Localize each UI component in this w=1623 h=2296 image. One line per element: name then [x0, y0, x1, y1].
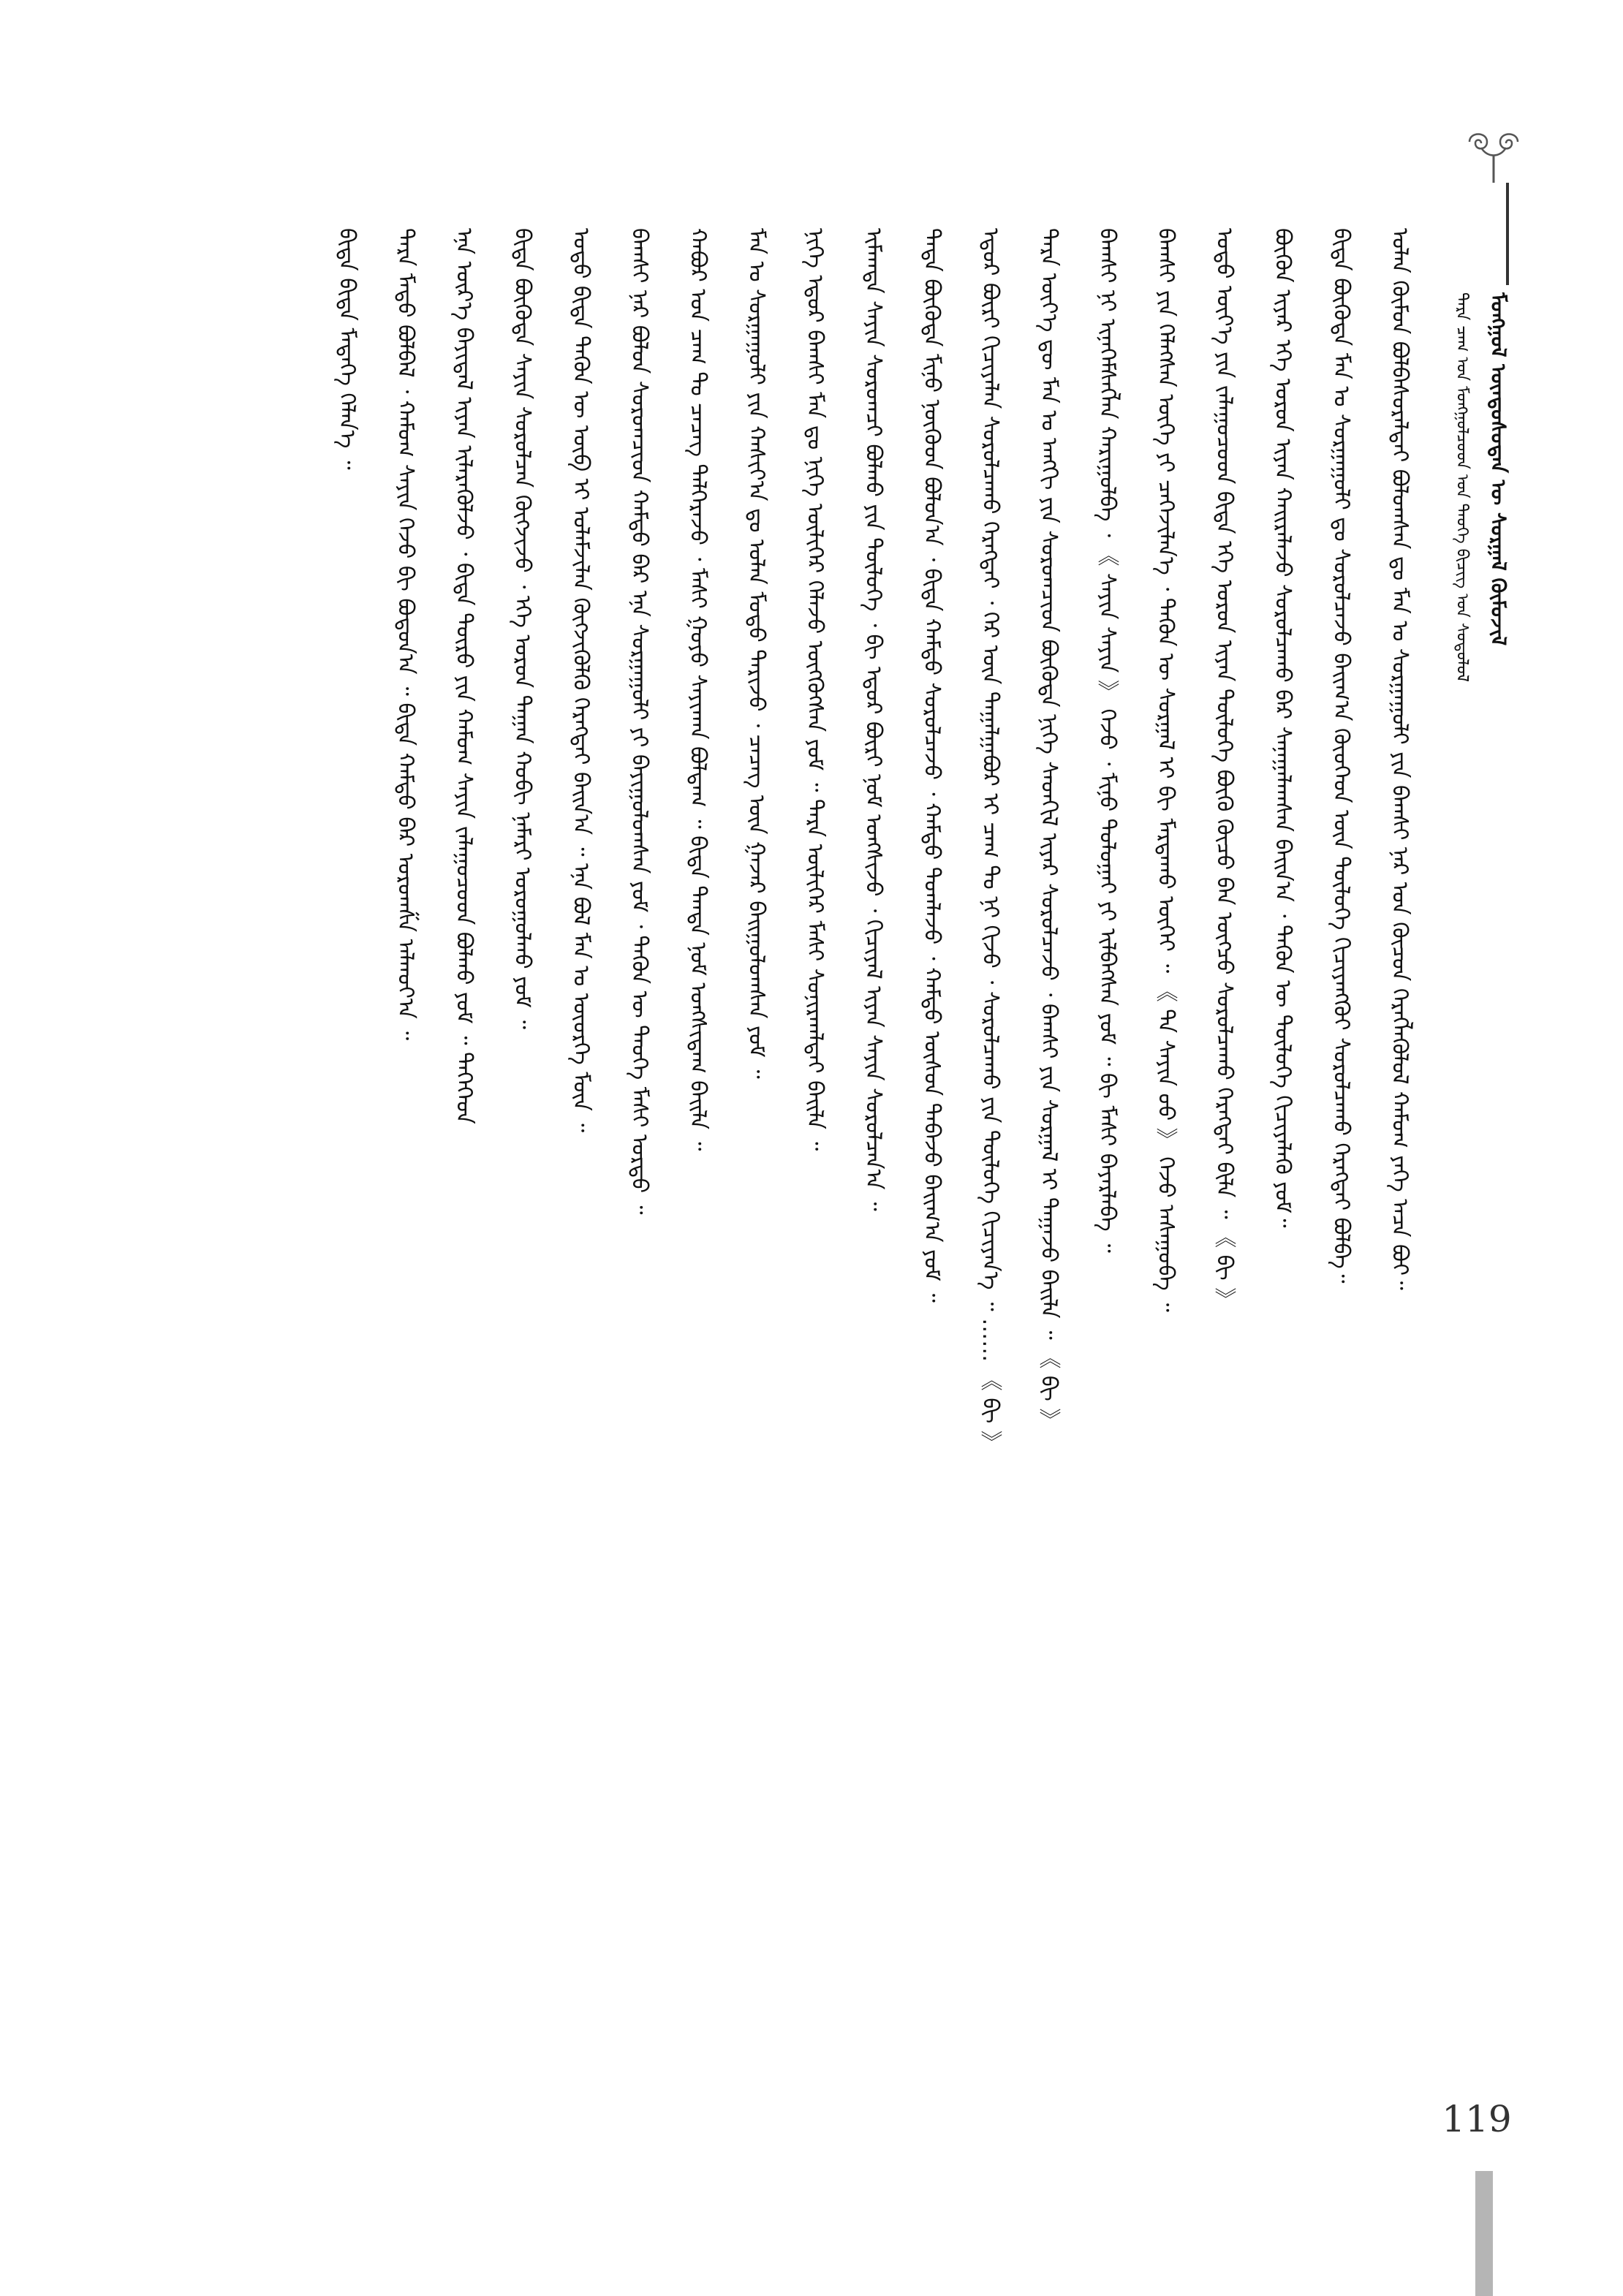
running-head-title: ᠮᠣᠩᠭᠣᠯ ᠦᠨᠳᠦᠰᠦᠲᠡᠨ ᠦ ᠰᠤᠷᠭᠠᠯ ᠬᠦᠮᠦᠵᠢᠯ — [1486, 292, 1510, 646]
text-line: ᠪᠢᠳᠡ ᠪᠦᠭᠦᠳᠡ ᠰᠠᠶᠢᠨ ᠰᠤᠷᠤᠯᠴᠠᠨ ᠬᠥᠭᠵᠢᠵᠦ ᠂ ᠡᠬᠡ ᠣᠷᠣᠨ ᠳᠠᠭᠠᠨ ᠬᠤᠪᠢ ᠨᠡᠮᠡᠷᠢ ᠣᠷᠣᠭᠤᠯᠬᠤ ᠶᠤᠮ ᠃ — [510, 228, 535, 1029]
text-line: ᠪᠠᠭᠰᠢ ᠨᠠᠷ ᠪᠣᠯᠣᠨ ᠰᠤᠷᠤᠭᠴᠢᠳ ᠬᠠᠮᠲᠤ ᠪᠠᠷ ᠡᠨᠡ ᠰᠤᠷᠭᠠᠭᠤᠯᠢ ᠶᠢ ᠪᠠᠶᠢᠭᠤᠯᠤᠭᠰᠠᠨ ᠶᠤᠮ ᠂ ᠲᠡᠭᠦᠨ ᠦ ᠲᠡᠦᠬᠡ ᠮᠠᠰᠢ ᠤᠷᠲᠤ ᠃ — [627, 228, 652, 1215]
header-rule — [1506, 183, 1509, 285]
text-line: ᠪᠢᠳᠡ ᠪᠢᠳᠡ ᠮᠡᠳᠡᠭᠡ ᠬᠡᠯᠡᠨ᠎ᠡ ᠃ — [334, 228, 360, 470]
text-line: ᠲᠡᠳᠡ ᠪᠦᠭᠦᠳᠡ ᠮᠢᠨᠤ ᠨᠥᠬᠦᠳ ᠪᠣᠯᠤᠨ᠎ᠠ ᠂ ᠪᠢᠳᠡ ᠬᠠᠮᠲᠤ ᠰᠤᠷᠤᠯᠴᠠᠵᠤ ᠂ ᠬᠠᠮᠲᠤ ᠲᠣᠭᠯᠠᠵᠤ ᠂ ᠬᠠᠮᠲᠤ ᠥᠰᠦᠨ ᠳᠠᠪᠠᠵᠤ ᠪᠠᠢᠭ᠎ᠠ ᠶᠤᠮ ᠃ — [919, 228, 945, 1303]
text-line: ᠲᠡᠷᠡ ᠮᠡᠲᠦ ᠪᠣᠯᠪᠠᠯ ᠂ ᠬᠠᠮᠤᠭ ᠰᠠᠶᠢᠨ ᠭᠡᠵᠦ ᠪᠢ ᠪᠣᠳᠣᠨ᠎ᠠ ᠃ ᠪᠢᠳᠡ ᠬᠠᠮᠲᠤ ᠪᠠᠷ ᠤᠷᠤᠭᠱᠠ ᠠᠯᠬᠤᠶ᠎ᠠ ᠃ — [393, 228, 418, 1041]
text-line: ᠮᠠᠨ ᠤ ᠰᠤᠷᠭᠠᠭᠤᠯᠢ ᠶᠢᠨ ᠬᠠᠰᠢᠶ᠎ᠠ ᠳᠤ ᠣᠯᠠᠨ ᠮᠣᠳᠣ ᠲᠠᠷᠢᠵᠤ ᠂ ᠴᠡᠴᠡᠭ ᠦᠨ ᠭᠠᠵᠠᠷ ᠪᠠᠢᠭᠤᠯᠤᠭᠰᠠᠨ ᠶᠤᠮ ᠃ — [744, 228, 769, 1079]
text-line: ᠪᠠᠭᠰᠢ ᠶᠢᠨ ᠬᠡᠯᠡᠭᠰᠡᠨ ᠦᠭᠡ ᠶᠢ ᠴᠡᠭᠡᠵᠢᠯᠡᠨ᠎ᠡ ᠂ ᠲᠡᠭᠦᠨ ᠦ ᠰᠤᠷᠭᠠᠯ ᠢ ᠪᠢ ᠮᠠᠷᠲᠠᠬᠤ ᠦᠭᠡᠢ ᠃ 《 ᠲᠠ ᠰᠠᠶᠢᠨ ᠤᠤ 》 ᠭᠡᠵᠦ ᠠᠰᠠᠭᠤᠪᠠ ᠃ — [1153, 228, 1179, 1312]
page-edge-bar — [1475, 2171, 1493, 2296]
text-line: ᠲᠡᠷᠡ ᠦᠶ᠎ᠡ ᠳᠦ ᠮᠠᠨ ᠤ ᠠᠩᠭᠢ ᠶᠢᠨ ᠰᠤᠷᠤᠭᠴᠢᠳ ᠪᠦᠭᠦᠳᠡ ᠨᠢᠭᠡ ᠰᠡᠳᠬᠢᠯ ᠢᠶᠡᠷ ᠰᠤᠷᠤᠯᠴᠠᠵᠤ ᠂ ᠪᠠᠭᠰᠢ ᠶᠢᠨ ᠰᠤᠷᠭᠠᠯ ᠢ ᠳᠠᠭᠠᠵᠤ ᠪᠠᠢᠯᠠ ᠃ 《 ᠪᠢ 》 — [1036, 228, 1062, 1431]
running-head — [1440, 292, 1521, 1243]
text-line: ᠢᠮᠠᠭᠲᠠ ᠰᠠᠶᠢᠨ ᠰᠤᠷᠤᠭᠴᠢ ᠪᠣᠯᠬᠤ ᠶᠢᠨ ᠲᠥᠯᠦᠭᠡ ᠂ ᠪᠢ ᠡᠳᠦᠷ ᠪᠦᠷᠢ ᠨᠣᠮ ᠤᠩᠰᠢᠵᠤ ᠂ ᠬᠢᠴᠢᠶᠡᠯ ᠢᠶᠡᠨ ᠰᠠᠶᠢᠨ ᠰᠤᠷᠤᠯᠴᠠᠨ᠎ᠠ ᠃ — [860, 228, 886, 1211]
text-line: ᠣᠳᠣ ᠪᠢᠳᠡ ᠲᠡᠭᠦᠨ ᠦ ᠥᠪ ᠢ ᠤᠯᠠᠮᠵᠢᠯᠠᠨ ᠬᠥᠭᠵᠢᠭᠦᠯᠬᠦ ᠬᠡᠷᠡᠭᠲᠡᠢ ᠪᠠᠢᠨ᠎ᠠ ᠃ ᠡᠨᠡ ᠪᠣᠯ ᠮᠠᠨ ᠤ ᠦᠦᠷᠭᠡ ᠮᠥᠨ ᠃ — [568, 228, 594, 1133]
running-head-subtitle: ᠲᠡᠷᠡ ᠴᠠᠭ ᠤᠨ ᠮᠣᠩᠭᠣᠯᠴᠤᠳ ᠤᠨ ᠲᠡᠦᠬᠡ ᠪᠢᠴᠢᠭ ᠤᠨ ᠰᠤᠳᠤᠯᠤᠯ — [1453, 292, 1471, 682]
body-text — [196, 228, 1424, 2158]
text-line: ᠪᠦᠬᠦᠨ ᠢᠶᠡᠷ ᠡᠬᠡ ᠣᠷᠣᠨ ᠢᠶᠠᠨ ᠬᠠᠢᠷᠠᠯᠠᠵᠤ ᠰᠤᠷᠤᠯᠴᠠᠬᠤ ᠪᠠᠷ ᠰᠠᠨᠠᠭᠠᠯᠠᠭᠰᠠᠨ ᠪᠠᠢᠨ᠎ᠠ ᠂ ᠲᠡᠭᠦᠨ ᠦ ᠲᠥᠯᠦᠭᠡ ᠬᠢᠴᠢᠶᠡᠯᠡᠬᠦ ᠶᠤᠮ᠃ — [1270, 228, 1295, 1228]
text-line: ᠡᠨᠡ ᠦᠷ᠎ᠡ ᠪᠠᠶᠢᠳᠠᠯ ᠢᠶᠡᠨ ᠢᠯᠡᠷᠡᠭᠦᠯᠵᠦ ᠂ ᠪᠢᠳᠡ ᠲᠦᠷᠦ ᠶᠢᠨ ᠬᠠᠮᠤᠭ ᠰᠠᠶᠢᠨ ᠵᠠᠯᠠᠭᠤᠴᠤᠳ ᠪᠣᠯᠬᠤ ᠶᠤᠮ ᠃ ᠲᠡᠭᠡᠭᠡᠳ — [451, 228, 477, 1124]
text-line: ᠨᠢᠭᠡ ᠡᠳᠦᠷ ᠪᠠᠭᠰᠢ ᠮᠠᠨ ᠳᠤ ᠨᠢᠭᠡ ᠦᠯᠢᠭᠡᠷ ᠬᠡᠯᠡᠵᠦ ᠥᠭᠭᠦᠭᠰᠡᠨ ᠶᠤᠮ ᠃ ᠲᠡᠷᠡ ᠦᠯᠢᠭᠡᠷ ᠮᠠᠰᠢ ᠰᠣᠨᠢᠷᠬᠠᠯᠲᠠᠢ ᠪᠠᠢᠯᠠ ᠃ — [802, 228, 828, 1151]
text-line: ᠪᠢᠳᠡ ᠪᠦᠭᠦᠳᠡ ᠮᠠᠨ ᠤ ᠰᠤᠷᠭᠠᠭᠤᠯᠢ ᠳᠤ ᠰᠤᠷᠤᠯᠴᠠᠵᠤ ᠪᠠᠢᠭ᠎ᠠ ᠬᠦᠦᠬᠡᠳ ᠦᠨ ᠲᠥᠯᠦᠭᠡ ᠬᠢᠴᠢᠶᠡᠩᠭᠦᠢ ᠰᠤᠷᠤᠯᠴᠠᠬᠤ ᠬᠡᠷᠡᠭᠲᠡᠢ ᠪᠣᠯᠪᠠ᠃ — [1328, 228, 1354, 1284]
page-number: 119 — [1442, 2098, 1512, 2140]
text-line: ᠣᠳᠣ ᠦᠶ᠎ᠡ ᠶᠢᠨ ᠵᠠᠯᠠᠭᠤᠴᠤᠳ ᠪᠢᠳᠡ ᠡᠬᠡ ᠣᠷᠣᠨ ᠢᠶᠠᠨ ᠲᠥᠯᠦᠭᠡ ᠪᠦᠬᠦ ᠬᠦᠴᠦ ᠪᠡᠨ ᠥᠭᠴᠦ ᠰᠤᠷᠤᠯᠴᠠᠬᠤ ᠬᠡᠷᠡᠭᠲᠡᠢ ᠪᠢᠯᠡ ᠃ 《 ᠪᠢ 》 — [1211, 228, 1237, 1310]
text-line: ᠬᠠᠪᠤᠷ ᠤᠨ ᠴᠠᠭ ᠲᠤ ᠴᠡᠴᠡᠭ ᠳᠡᠯᠭᠡᠷᠡᠵᠦ ᠂ ᠮᠠᠰᠢ ᠭᠣᠶᠣ ᠰᠠᠶᠢᠬᠠᠨ ᠪᠣᠯᠳᠠᠭ ᠃ ᠪᠢᠳᠡ ᠲᠡᠨᠳᠡ ᠨᠣᠮ ᠤᠩᠰᠢᠳᠠᠭ ᠪᠠᠢᠯᠠ ᠃ — [685, 228, 711, 1151]
text-line: ᠣᠯᠠᠨ ᠬᠦᠮᠦᠨ ᠪᠣᠯᠪᠠᠰᠤᠷᠠᠯᠲᠠᠢ ᠪᠣᠯᠤᠭᠰᠠᠨ ᠳᠤ ᠮᠠᠨ ᠤ ᠰᠤᠷᠭᠠᠭᠤᠯᠢ ᠶᠢᠨ ᠪᠠᠭᠰᠢ ᠨᠠᠷ ᠤᠨ ᠬᠦᠴᠦᠨ ᠬᠡᠷᠡᠭᠯᠡᠭᠦᠯᠦᠯ ᠬᠠᠮᠤᠭ ᠶᠡᠬᠡ ᠠᠴᠠ ᠪᠤᠢ᠃ — [1387, 228, 1412, 1290]
flourish-ornament-icon — [1462, 126, 1525, 184]
text-line: ᠪᠠᠭᠰᠢ ᠨᠢ ᠢᠨᠡᠭᠡᠮᠰᠡᠭᠯᠡᠨ ᠬᠠᠷᠢᠭᠤᠯᠪᠠ ᠂ 《 ᠰᠠᠶᠢᠨ ᠰᠠᠶᠢᠨ 》 ᠭᠡᠵᠦ ᠂ ᠮᠢᠨᠤ ᠲᠣᠯᠣᠭᠠᠢ ᠶᠢ ᠢᠯᠪᠡᠭᠰᠡᠨ ᠶᠤᠮ ᠃ ᠪᠢ ᠮᠠᠰᠢ ᠪᠠᠶᠠᠷᠯᠠᠪᠠ ᠃ — [1094, 228, 1120, 1253]
text-line: ᠡᠳᠦᠷ ᠪᠦᠷᠢ ᠬᠢᠴᠢᠶᠡᠯᠡᠨ ᠰᠤᠷᠤᠯᠴᠠᠬᠤ ᠬᠡᠷᠡᠭᠲᠡᠢ ᠂ ᠭᠡᠷ ᠦᠨ ᠳᠠᠭᠠᠯᠭᠠᠪᠤᠷ ᠢ ᠴᠠᠭ ᠲᠤ ᠨᠢ ᠬᠢᠵᠦ ᠂ ᠰᠤᠷᠤᠯᠴᠠᠬᠤ ᠶᠢᠨ ᠲᠥᠯᠦᠭᠡ ᠬᠢᠴᠢᠶᠡᠨ᠎ᠡ ᠃ …… 《 ᠪᠢ 》 — [977, 228, 1003, 1452]
